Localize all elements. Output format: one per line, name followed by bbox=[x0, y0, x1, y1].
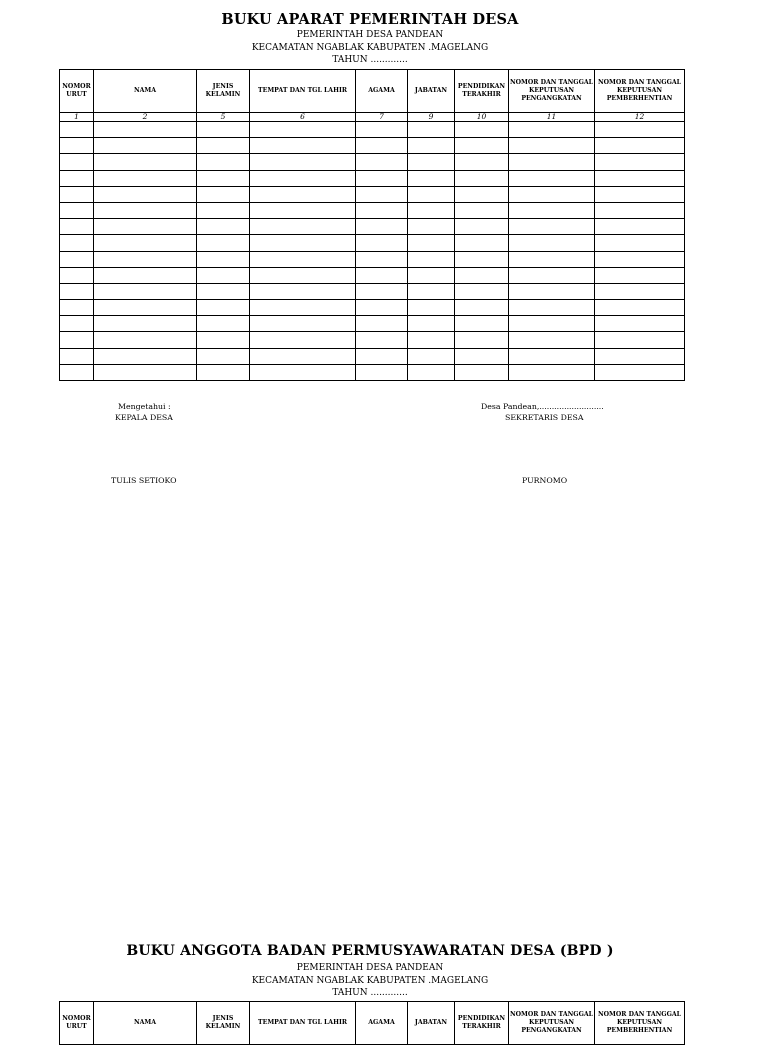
table-cell bbox=[250, 267, 356, 283]
table-cell bbox=[356, 332, 408, 348]
table-cell bbox=[356, 154, 408, 170]
table-cell bbox=[595, 300, 685, 316]
table-cell bbox=[60, 170, 94, 186]
table-cell bbox=[595, 138, 685, 154]
bpd-subtitle-year: TAHUN ............. bbox=[332, 988, 408, 998]
table-cell bbox=[94, 154, 197, 170]
table-cell bbox=[408, 170, 455, 186]
table-cell bbox=[250, 170, 356, 186]
table-cell bbox=[94, 170, 197, 186]
table-cell bbox=[408, 300, 455, 316]
table-cell bbox=[197, 138, 250, 154]
table-row bbox=[60, 251, 685, 267]
table-cell bbox=[408, 332, 455, 348]
table-cell bbox=[509, 235, 595, 251]
table-cell bbox=[509, 316, 595, 332]
table-cell bbox=[509, 348, 595, 364]
table-cell bbox=[250, 316, 356, 332]
table-cell bbox=[356, 316, 408, 332]
table-cell bbox=[197, 170, 250, 186]
bpd-subtitle-village: PEMERINTAH DESA PANDEAN bbox=[296, 963, 444, 973]
table-row bbox=[60, 348, 685, 364]
table-cell bbox=[250, 283, 356, 299]
table-cell bbox=[60, 332, 94, 348]
table-cell bbox=[250, 219, 356, 235]
table-cell bbox=[94, 138, 197, 154]
table-cell bbox=[509, 283, 595, 299]
table-cell bbox=[408, 122, 455, 138]
table-row bbox=[60, 300, 685, 316]
table-row bbox=[60, 332, 685, 348]
table-cell bbox=[595, 251, 685, 267]
table-cell bbox=[455, 202, 509, 218]
subtitle-year: TAHUN ............. bbox=[332, 55, 408, 65]
section1-header-cell: NOMOR DAN TANGGAL KEPUTUSAN PENGANGKATAN bbox=[509, 70, 595, 113]
table-cell bbox=[595, 332, 685, 348]
section2-header-cell: NOMOR DAN TANGGAL KEPUTUSAN PENGANGKATAN bbox=[509, 1002, 595, 1045]
section1-header-cell: NOMOR URUT bbox=[60, 70, 94, 113]
table-cell bbox=[509, 267, 595, 283]
bpd-subtitle-district: KECAMATAN NGABLAK KABUPATEN .MAGELANG bbox=[251, 976, 489, 986]
table-cell bbox=[60, 364, 94, 380]
table-cell bbox=[408, 283, 455, 299]
column-number: 11 bbox=[509, 113, 595, 122]
table-cell bbox=[595, 348, 685, 364]
column-number-row bbox=[60, 113, 685, 122]
table-cell bbox=[250, 235, 356, 251]
table-row bbox=[60, 186, 685, 202]
section2-header-cell: PENDIDIKAN TERAKHIR bbox=[455, 1002, 509, 1045]
table-cell bbox=[356, 138, 408, 154]
table-cell bbox=[408, 364, 455, 380]
table-cell bbox=[595, 154, 685, 170]
table-cell bbox=[595, 267, 685, 283]
table-cell bbox=[509, 154, 595, 170]
table-cell bbox=[60, 251, 94, 267]
table-cell bbox=[455, 283, 509, 299]
section1-header-cell: PENDIDIKAN TERAKHIR bbox=[455, 70, 509, 113]
table-cell bbox=[595, 219, 685, 235]
column-number: 12 bbox=[595, 113, 685, 122]
table-cell bbox=[60, 202, 94, 218]
table-cell bbox=[509, 219, 595, 235]
secretary-name: PURNOMO bbox=[522, 476, 568, 485]
table-cell bbox=[94, 332, 197, 348]
table-cell bbox=[509, 122, 595, 138]
table-cell bbox=[60, 283, 94, 299]
table-cell bbox=[197, 348, 250, 364]
table-cell bbox=[250, 332, 356, 348]
table-cell bbox=[197, 283, 250, 299]
table-cell bbox=[94, 251, 197, 267]
table-cell bbox=[197, 332, 250, 348]
table-cell bbox=[595, 170, 685, 186]
table-cell bbox=[250, 300, 356, 316]
table-cell bbox=[356, 267, 408, 283]
table-cell bbox=[595, 122, 685, 138]
table-cell bbox=[455, 186, 509, 202]
table-cell bbox=[408, 219, 455, 235]
table-cell bbox=[356, 219, 408, 235]
table-cell bbox=[60, 267, 94, 283]
table-cell bbox=[197, 154, 250, 170]
table-cell bbox=[356, 300, 408, 316]
column-number: 1 bbox=[60, 113, 94, 122]
table-header-row bbox=[60, 70, 685, 113]
table-row bbox=[60, 138, 685, 154]
table-cell bbox=[595, 364, 685, 380]
table-row bbox=[60, 267, 685, 283]
column-number: 10 bbox=[455, 113, 509, 122]
secretary-role: SEKRETARIS DESA bbox=[505, 413, 584, 422]
table-cell bbox=[197, 186, 250, 202]
table-row bbox=[60, 283, 685, 299]
table-cell bbox=[60, 235, 94, 251]
table-cell bbox=[408, 186, 455, 202]
table-cell bbox=[408, 348, 455, 364]
table-cell bbox=[60, 138, 94, 154]
table-cell bbox=[197, 235, 250, 251]
table-row bbox=[60, 235, 685, 251]
table-cell bbox=[455, 332, 509, 348]
section1-header-cell: NOMOR DAN TANGGAL KEPUTUSAN PEMBERHENTIAN bbox=[595, 70, 685, 113]
section2-header-cell: JENIS KELAMIN bbox=[197, 1002, 250, 1045]
section1-header-cell: NAMA bbox=[94, 70, 197, 113]
bpd-table-header-row bbox=[60, 1002, 685, 1045]
table-cell bbox=[455, 235, 509, 251]
table-cell bbox=[94, 235, 197, 251]
table-cell bbox=[94, 219, 197, 235]
table-cell bbox=[509, 170, 595, 186]
section2-header-cell: NOMOR DAN TANGGAL KEPUTUSAN PEMBERHENTIAN bbox=[595, 1002, 685, 1045]
aparat-table bbox=[59, 69, 685, 381]
table-cell bbox=[455, 170, 509, 186]
table-cell bbox=[455, 251, 509, 267]
table-cell bbox=[455, 219, 509, 235]
table-cell bbox=[356, 283, 408, 299]
table-cell bbox=[509, 138, 595, 154]
table-cell bbox=[94, 283, 197, 299]
table-row bbox=[60, 219, 685, 235]
table-cell bbox=[356, 235, 408, 251]
table-cell bbox=[455, 138, 509, 154]
place-date-line: Desa Pandean,.......................... bbox=[481, 402, 604, 411]
table-cell bbox=[60, 154, 94, 170]
village-head-name: TULIS SETIOKO bbox=[111, 476, 177, 485]
section1-header-cell: AGAMA bbox=[356, 70, 408, 113]
table-cell bbox=[595, 316, 685, 332]
table-cell bbox=[455, 154, 509, 170]
table-cell bbox=[595, 235, 685, 251]
table-cell bbox=[197, 267, 250, 283]
table-cell bbox=[60, 186, 94, 202]
village-head-role: KEPALA DESA bbox=[115, 413, 173, 422]
table-cell bbox=[455, 122, 509, 138]
table-cell bbox=[94, 186, 197, 202]
table-cell bbox=[60, 300, 94, 316]
bpd-title: BUKU ANGGOTA BADAN PERMUSYAWARATAN DESA (BPD ) bbox=[126, 943, 614, 959]
table-row bbox=[60, 122, 685, 138]
table-cell bbox=[356, 122, 408, 138]
table-cell bbox=[94, 348, 197, 364]
table-cell bbox=[455, 364, 509, 380]
table-cell bbox=[408, 316, 455, 332]
table-cell bbox=[356, 251, 408, 267]
table-row bbox=[60, 202, 685, 218]
table-cell bbox=[60, 348, 94, 364]
table-cell bbox=[408, 138, 455, 154]
table-cell bbox=[408, 235, 455, 251]
subtitle-village: PEMERINTAH DESA PANDEAN bbox=[296, 30, 444, 40]
table-cell bbox=[94, 202, 197, 218]
table-cell bbox=[408, 202, 455, 218]
section2-header-cell: JABATAN bbox=[408, 1002, 455, 1045]
table-cell bbox=[509, 332, 595, 348]
table-cell bbox=[595, 283, 685, 299]
table-cell bbox=[250, 251, 356, 267]
section2-header-cell: AGAMA bbox=[356, 1002, 408, 1045]
table-cell bbox=[356, 348, 408, 364]
table-row bbox=[60, 316, 685, 332]
table-cell bbox=[250, 202, 356, 218]
column-number: 2 bbox=[94, 113, 197, 122]
table-row bbox=[60, 154, 685, 170]
table-cell bbox=[595, 186, 685, 202]
column-number: 9 bbox=[408, 113, 455, 122]
table-cell bbox=[455, 316, 509, 332]
table-cell bbox=[408, 251, 455, 267]
table-cell bbox=[509, 186, 595, 202]
subtitle-district: KECAMATAN NGABLAK KABUPATEN .MAGELANG bbox=[251, 43, 489, 53]
table-cell bbox=[250, 122, 356, 138]
table-cell bbox=[509, 300, 595, 316]
table-cell bbox=[455, 267, 509, 283]
table-cell bbox=[94, 316, 197, 332]
table-cell bbox=[509, 364, 595, 380]
acknowledged-label: Mengetahui : bbox=[118, 402, 171, 411]
table-cell bbox=[60, 122, 94, 138]
table-cell bbox=[250, 364, 356, 380]
table-cell bbox=[455, 348, 509, 364]
table-cell bbox=[197, 364, 250, 380]
table-cell bbox=[94, 122, 197, 138]
table-row bbox=[60, 364, 685, 380]
table-cell bbox=[509, 202, 595, 218]
table-cell bbox=[94, 267, 197, 283]
column-number: 6 bbox=[250, 113, 356, 122]
table-cell bbox=[455, 300, 509, 316]
section2-header-cell: TEMPAT DAN TGL LAHIR bbox=[250, 1002, 356, 1045]
section1-header-cell: JENIS KELAMIN bbox=[197, 70, 250, 113]
table-cell bbox=[595, 202, 685, 218]
table-row bbox=[60, 170, 685, 186]
table-cell bbox=[250, 154, 356, 170]
table-cell bbox=[356, 186, 408, 202]
section2-header-cell: NAMA bbox=[94, 1002, 197, 1045]
table-cell bbox=[197, 300, 250, 316]
table-cell bbox=[94, 364, 197, 380]
table-cell bbox=[356, 202, 408, 218]
table-cell bbox=[197, 251, 250, 267]
section2-header-cell: NOMOR URUT bbox=[60, 1002, 94, 1045]
table-cell bbox=[356, 170, 408, 186]
table-cell bbox=[94, 300, 197, 316]
table-cell bbox=[197, 122, 250, 138]
table-cell bbox=[408, 154, 455, 170]
section1-header-cell: JABATAN bbox=[408, 70, 455, 113]
bpd-table bbox=[59, 1001, 685, 1045]
section1-header-cell: TEMPAT DAN TGL LAHIR bbox=[250, 70, 356, 113]
table-cell bbox=[60, 219, 94, 235]
table-cell bbox=[197, 202, 250, 218]
table-cell bbox=[250, 138, 356, 154]
table-cell bbox=[356, 364, 408, 380]
table-cell bbox=[250, 348, 356, 364]
table-cell bbox=[408, 267, 455, 283]
column-number: 7 bbox=[356, 113, 408, 122]
table-cell bbox=[509, 251, 595, 267]
document-title: BUKU APARAT PEMERINTAH DESA bbox=[221, 11, 519, 28]
table-cell bbox=[197, 316, 250, 332]
table-cell bbox=[60, 316, 94, 332]
table-cell bbox=[250, 186, 356, 202]
column-number: 5 bbox=[197, 113, 250, 122]
table-cell bbox=[197, 219, 250, 235]
